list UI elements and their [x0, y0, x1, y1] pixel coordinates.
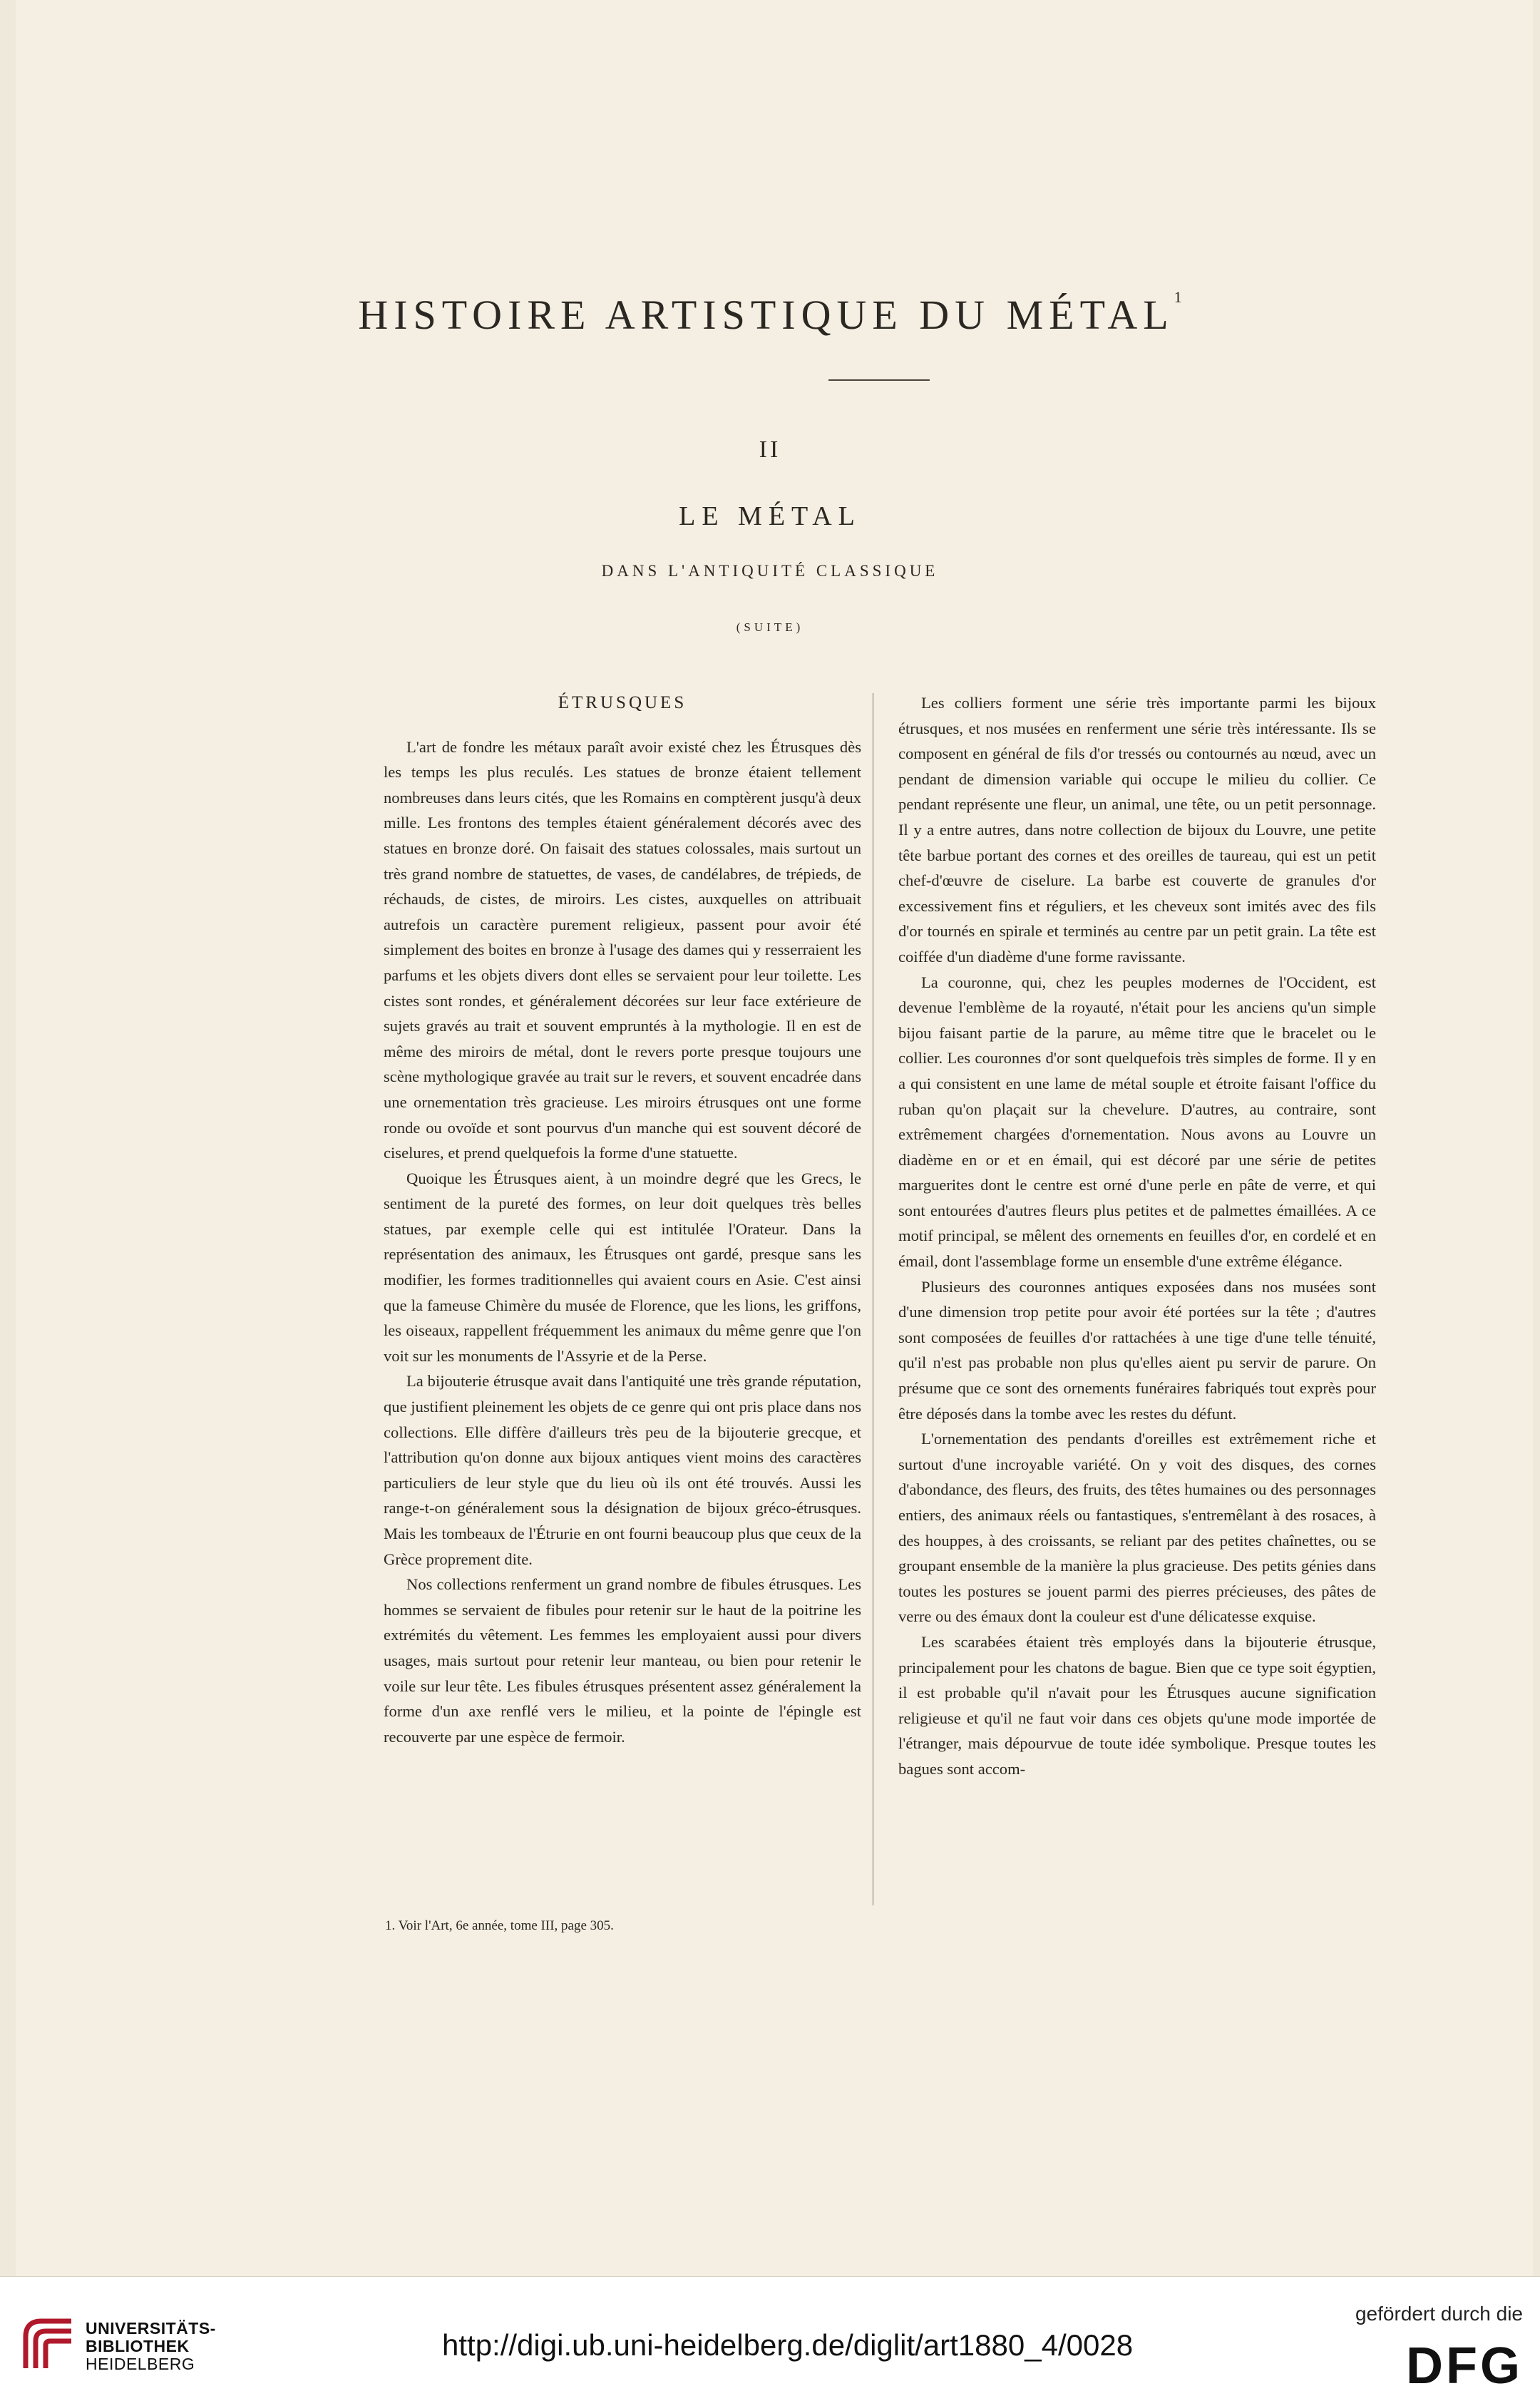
right-column	[898, 690, 1376, 1782]
title-divider	[828, 379, 930, 381]
article-title-text: HISTOIRE ARTISTIQUE DU MÉTAL	[358, 292, 1174, 338]
paragraph: La couronne, qui, chez les peuples modernes de l'Occident, est devenue l'emblème de la royauté, n'était pour les anciens qu'un simple bijou faisant partie de la parure, au même titre que le bracelet ou le collier. Les couronnes d'or sont quelquefois très simples de forme. Il y en a qui consistent en une lame de métal souple et étroite faisant l'office du ruban qu'on plaçait sur la chevelure. D'autres, au contraire, sont extrêmement chargées d'ornementation. Nous avons au Louvre un diadème en or et en émail, qui est décoré par une série de petites marguerites dont le centre est orné d'une perle en pâte de verre, et qui sont entourées d'autres fleurs plus petites et de palmettes émaillées. A ce motif principal, se mêlent des ornements en feuilles d'or, en cordelé et en émail, dont l'assemblage forme un ensemble d'une extrême élégance.	[898, 973, 1376, 1271]
permalink-url[interactable]: http://digi.ub.uni-heidelberg.de/diglit/art1880_4/0028	[442, 2328, 1134, 2362]
library-name	[86, 2320, 216, 2373]
title-footnote-marker: 1	[1174, 288, 1182, 306]
paragraph: Plusieurs des couronnes antiques exposées dans nos musées sont d'une dimension trop petite pour avoir été portées sur la tête ; d'autres sont composées de feuilles d'or rattachées à une tige d'une telle ténuité, qu'il n'est pas probable non plus qu'elles aient pu servir de parure. On présume que ce sont des ornements funéraires fabriqués tout exprès pour être déposés dans la tombe avec les restes du défunt.	[898, 1277, 1376, 1423]
part-number: II	[759, 436, 781, 463]
dfg-logo-icon: DFG	[1406, 2338, 1523, 2395]
library-line: BIBLIOTHEK	[86, 2337, 190, 2355]
paragraph: Les colliers forment une série très importante parmi les bijoux étrusques, et nos musées en renferment une série très intéressante. Ils se composent en général de fils d'or tressés ou contournés au nœud, avec un pendant de dimension variable qui occupe le milieu du collier. Ce pendant représente une fleur, un animal, une tête, ou un petit personnage. Il y a entre autres, dans notre collection de bijoux du Louvre, une petite tête barbue portant des cornes et des oreilles de taureau, qui est un petit chef-d'œuvre de ciselure. La barbe est couverte de granules d'or excessivement fins et réguliers, et les cheveux sont imités avec des fils d'or tournés en spirale et terminés au centre par un petit grain. La tête est coiffée d'un diadème d'une forme ravissante.	[898, 694, 1376, 966]
library-logo-icon	[19, 2315, 77, 2374]
sponsor-label: gefördert durch die	[1355, 2303, 1523, 2325]
footnote: 1. Voir l'Art, 6e année, tome III, page 305.	[385, 1918, 614, 1933]
paragraph: L'ornementation des pendants d'oreilles est extrêmement riche et surtout d'une incroyable variété. On y voit des disques, des cornes d'abondance, des fleurs, des fruits, des têtes humaines ou des personnages entiers, des animaux réels ou fantastiques, s'entremêlant à des rosaces, à des houppes, à des croissants, se reliant par des petites chaînettes, ou se groupant ensemble de la manière la plus gracieuse. Des petits génies dans toutes les postures se jouent parmi des pierres précieuses, des pâtes de verre ou des émaux dont la couleur est d'une délicatesse exquise.	[898, 1430, 1376, 1626]
article-title	[0, 288, 1540, 339]
suite-label: (SUITE)	[736, 620, 804, 634]
paragraph: Quoique les Étrusques aient, à un moindre degré que les Grecs, le sentiment de la pureté des formes, on leur doit quelques très belles statues, par exemple celle qui est intitulée l'Orateur. Dans la représentation des animaux, les Étrusques ont gardé, presque sans les modifier, les formes traditionnelles qui avaient cours en Asie. C'est ainsi que la fameuse Chimère du musée de Florence, que les lions, les griffons, les oiseaux, rappellent fréquemment les animaux du même genre que l'on voit sur les monuments de l'Assyrie et de la Perse.	[384, 1169, 861, 1365]
section-heading: ÉTRUSQUES	[558, 693, 687, 712]
left-column	[384, 690, 861, 1749]
library-line: HEIDELBERG	[86, 2355, 195, 2373]
article-subsubtitle: DANS L'ANTIQUITÉ CLASSIQUE	[601, 562, 939, 580]
article-subtitle: LE MÉTAL	[679, 501, 861, 531]
paragraph: Nos collections renferment un grand nombre de fibules étrusques. Les hommes se servaient de fibules pour retenir sur le haut de la poitrine les extrémités du vêtement. Les femmes les employaient aussi pour divers usages, mais surtout pour retenir leur manteau, ou bien pour retenir le voile sur leur tête. Les fibules étrusques présentent assez généralement la forme d'un axe renflé vers le milieu, et la pointe de l'épingle est recouverte par une espèce de fermoir.	[384, 1575, 861, 1746]
paragraph: Les scarabées étaient très employés dans la bijouterie étrusque, principalement pour les chatons de bague. Bien que ce type soit égyptien, il est probable qu'il n'avait pour les Étrusques aucune signification religieuse et qu'il ne faut voir dans ces objets qu'une mode importée de l'étranger, mais dépourvue de toute idée symbolique. Presque toutes les bagues sont accom-	[898, 1632, 1376, 1778]
paragraph: La bijouterie étrusque avait dans l'antiquité une très grande réputation, que justifient pleinement les objets de ce genre qui ont pris place dans nos collections. Elle diffère d'ailleurs très peu de la bijouterie grecque, et l'attribution qu'on donne aux bijoux antiques vient moins des caractères particuliers de leur style que du lieu où ils ont été trouvés. Aussi les range-t-on généralement sous la désignation de bijoux gréco-étrusques. Mais les tombeaux de l'Étrurie en ont fourni beaucoup plus que ceux de la Grèce proprement dite.	[384, 1372, 861, 1568]
footer-bar	[0, 2276, 1540, 2406]
library-line: UNIVERSITÄTS-	[86, 2319, 216, 2338]
paragraph: L'art de fondre les métaux paraît avoir existé chez les Étrusques dès les temps les plus reculés. Les statues de bronze étaient tellement nombreuses dans leurs cités, que les Romains en comptèrent jusqu'à deux mille. Les frontons des temples étaient généralement décorés avec des statues en bronze doré. On faisait des statues colossales, mais surtout un très grand nombre de statuettes, de vases, de candélabres, de trépieds, de réchauds, de cistes, de miroirs. Les cistes, auxquelles on attribuait autrefois un caractère purement religieux, passent pour avoir été simplement des boites en bronze à l'usage des dames qui y resserraient les parfums et les objets divers dont elles se servaient pour leur toilette. Les cistes sont rondes, et généralement décorées sur leur face extérieure de sujets gravés au trait et souvent empruntés à la mythologie. Il en est de même des miroirs de métal, dont le revers porte presque toujours une scène mythologique gravée au trait sur le revers, et souvent encadrée dans une ornementation très gracieuse. Les miroirs étrusques ont une forme ronde ou ovoïde et sont pourvus d'un manche qui est souvent décoré de ciselures, et prend quelquefois la forme d'une statuette.	[384, 737, 861, 1162]
